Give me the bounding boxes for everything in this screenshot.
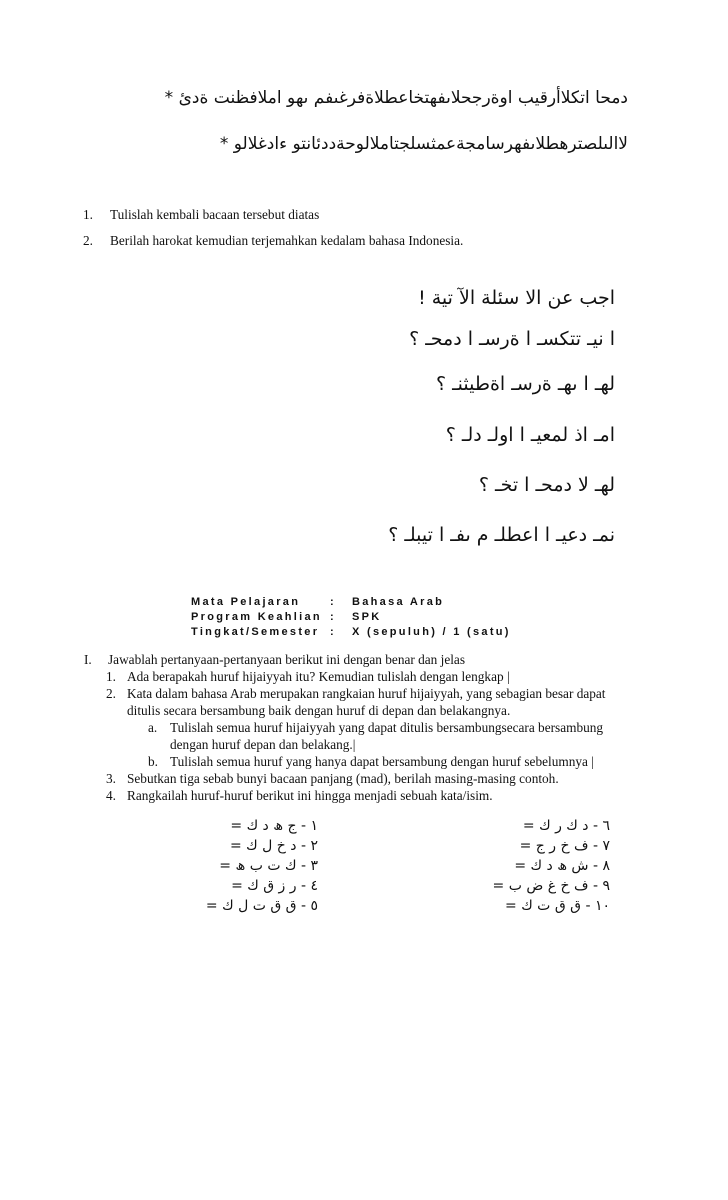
- subitem-text: Tulislah semua huruf yang hanya dapat bersambung dengan huruf sebelumnya |: [170, 754, 594, 769]
- arabic-question-4: لهـ لا دمحـ ا تخـ ؟: [478, 474, 615, 496]
- exercise-item-6: ٦ - د ك ر ك =: [522, 818, 610, 834]
- instruction-num: 1.: [83, 207, 93, 222]
- exercise-item-8: ٨ - ش ھ د ك =: [514, 858, 610, 874]
- exercise-item-1: ١ - ج ھ د ك =: [230, 818, 318, 834]
- item-number: 1.: [106, 669, 116, 684]
- item-text: Sebutkan tiga sebab bunyi bacaan panjang (mad), berilah masing-masing contoh.: [127, 771, 559, 786]
- arabic-question-2: لهـ ا ىهـ ةرسـ اةطيثنـ ؟: [435, 373, 615, 395]
- instruction-text: Berilah harokat kemudian terjemahkan kedalam bahasa Indonesia.: [110, 233, 464, 248]
- arabic-question-title: اجب عن الا سئلة الآ تية !: [418, 287, 615, 309]
- instruction-2: [83, 233, 464, 249]
- meta-sep: :: [330, 626, 336, 638]
- arabic-question-1: ا نيـ تتكسـ ا ةرسـ ا دمحـ ؟: [409, 328, 615, 350]
- exercise-item-2: ٢ - د خ ل ك =: [230, 838, 318, 854]
- section-title: Jawablah pertanyaan-pertanyaan berikut ini dengan benar dan jelas: [108, 652, 466, 667]
- item-number: 3.: [106, 771, 116, 786]
- instruction-1: [83, 207, 320, 223]
- meta-value-program: SPK: [352, 611, 382, 623]
- arabic-question-3: امـ اذ لمعيـ ا اولـ دلـ ؟: [445, 424, 615, 446]
- item-text-continued: ditulis secara bersambung baik dengan huruf di depan dan belakangnya.: [127, 703, 511, 718]
- instruction-num: 2.: [83, 233, 93, 248]
- arabic-question-5: نمـ دعيـ ا اعطلـ م ىفـ ا تيبلـ ؟: [388, 524, 615, 546]
- exercise-item-9: ٩ - ف خ غ ض ب =: [492, 878, 610, 894]
- item-text: Ada berapakah huruf hijaiyyah itu? Kemudian tulislah dengan lengkap |: [127, 669, 510, 684]
- meta-label-program: Program Keahlian: [191, 611, 322, 623]
- subitem-letter: a.: [148, 720, 158, 735]
- exercise-item-10: ١٠ - ق ق ت ك =: [505, 898, 610, 914]
- section-number: I.: [84, 652, 92, 667]
- header-arabic-line-2: لاالىلصترهطلاىفهرسامجةعمثسلجتاملالوحةددئانتو ءادغلالو *: [219, 134, 628, 154]
- meta-label-level: Tingkat/Semester: [191, 626, 320, 638]
- subitem-letter: b.: [148, 754, 158, 769]
- item-text: Rangkailah huruf-huruf berikut ini hingga menjadi sebuah kata/isim.: [127, 788, 493, 803]
- exercise-item-5: ٥ - ق ق ت ل ك =: [205, 898, 318, 914]
- exercise-item-7: ٧ - ف خ ر ج =: [519, 838, 610, 854]
- meta-value-level: X (sepuluh) / 1 (satu): [352, 626, 511, 638]
- item-number: 2.: [106, 686, 116, 701]
- meta-label-subject: Mata Pelajaran: [191, 596, 301, 608]
- meta-sep: :: [330, 596, 336, 608]
- item-text: Kata dalam bahasa Arab merupakan rangkaian huruf hijaiyyah, yang sebagian besar dapat: [127, 686, 606, 701]
- exercise-item-3: ٣ - ك ت ب ھ =: [219, 858, 318, 874]
- meta-value-subject: Bahasa Arab: [352, 596, 445, 608]
- instruction-text: Tulislah kembali bacaan tersebut diatas: [110, 207, 320, 222]
- exercise-item-4: ٤ - ر ز ق ك =: [231, 878, 318, 894]
- item-number: 4.: [106, 788, 116, 803]
- subitem-text: Tulislah semua huruf hijaiyyah yang dapat ditulis bersambungsecara bersambung: [170, 720, 604, 735]
- meta-sep: :: [330, 611, 336, 623]
- header-arabic-line-1: دمحا اتكلاأرقيب اوةرجحلاىفهتخاعطلاةفرغىفم ىهو املافظنت ةدئ *: [164, 88, 628, 108]
- subitem-text-continued: dengan huruf depan dan belakang.|: [170, 737, 356, 752]
